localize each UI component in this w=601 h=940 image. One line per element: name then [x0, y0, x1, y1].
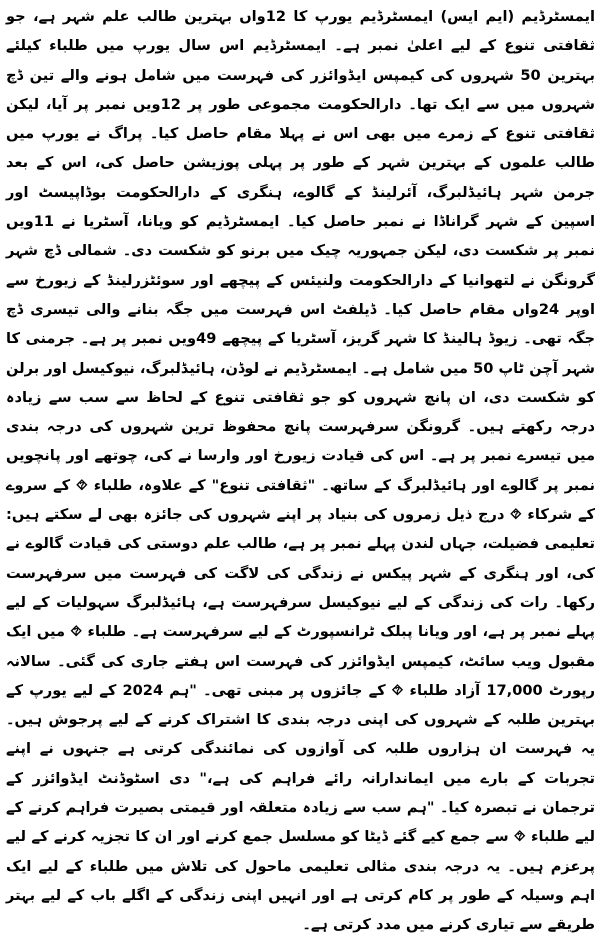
article-paragraph: ایمسٹرڈیم (ایم ایس) ایمسٹرڈیم یورپ کا 12واں بہترین طالب علم شہر ہے، جو ثقافتی تنوع کے لیے اعلیٰ نمبر ہے۔ ایمسٹرڈیم اس سال یورپ میں طلباء کیلئے بہترین 50 شہروں کی کیمپس ایڈوائزر کی فہرست میں شامل ہونے والے تین ڈچ شہروں میں سے ایک تھا۔ دارالحکومت مجموعی طور پر 12ویں نمبر پر آیا، لیکن ثقافتی تنوع کے زمرے میں بھی اس نے پہلا مقام حاصل کیا۔ پراگ نے یورپ میں طالب علموں کے بہترین شہر کے طور پر پہلی پوزیشن حاصل کی، اس کے بعد جرمن شہر ہائیڈلبرگ، آئرلینڈ کے گالوے، ہنگری کے دارالحکومت بوڈاپیسٹ اور اسپین کے شہر گراناڈا نے نمبر حاصل کیا۔ ایمسٹرڈیم کو ویانا، آسٹریا نے 11ویں نمبر پر شکست دی، لیکن جمہوریہ چیک میں برنو کو شکست دی۔ شمالی ڈچ شہر گرونگن نے لتھوانیا کے دارالحکومت ولنیئس کے پیچھے اور سوئٹزرلینڈ کے زیورخ سے اوپر 24واں مقام حاصل کیا۔ ڈیلفٹ اس فہرست میں جگہ بنانے والی تیسری ڈچ جگہ تھی۔ زیوڈ ہالینڈ کا شہر گریز، آسٹریا کے پیچھے 49ویں نمبر پر ہے۔ جرمنی کا شہر آچن ٹاپ 50 میں شامل ہے۔ ایمسٹرڈیم نے لوڈن، ہائیڈلبرگ، نیوکیسل اور برلن کو شکست دی، ان پانچ شہروں کو جو ثقافتی تنوع کے لحاظ سے سب سے زیادہ درجہ رکھتے ہیں۔ گرونگن سرفہرست پانچ محفوظ ترین شہروں کی درجہ بندی میں تیسرے نمبر پر ہے۔ اس کی قیادت زیورخ اور وارسا نے کی، چوتھے اور پانچویں نمبر پر گالوے اور ہائیڈلبرگ کے ساتھ۔ "ثقافتی تنوع" کے علاوہ، طلباء ⯑ کے سروے کے شرکاء ⯑ درج ذیل زمروں کی بنیاد پر اپنے شہروں کی جائزہ بھی لے سکتے ہیں: تعلیمی فضیلت، جہاں لندن پہلے نمبر پر ہے، طالب علم دوستی کی قیادت گالوے نے کی، اور ہنگری کے شہر پیکس نے زندگی کی لاگت کی فہرست میں سرفہرست رکھا۔ رات کی زندگی کے لیے نیوکیسل سرفہرست ہے، ہائیڈلبرگ سہولیات کے لیے پہلے نمبر پر ہے، اور ویانا پبلک ٹرانسپورٹ کے لیے سرفہرست ہے۔ طلباء ⯑ میں ایک مقبول ویب سائٹ، کیمپس ایڈوائزر کی فہرست اس ہفتے جاری کی گئی۔ سالانہ رپورٹ 17,000 آزاد طلباء ⯑ کے جائزوں پر مبنی تھی۔ "ہم 2024 کے لیے یورپ کے بہترین طلبہ کے شہروں کی اپنی درجہ بندی کا اشتراک کرنے کے لیے پرجوش ہیں۔ یہ فہرست ان ہزاروں طلبہ کی آوازوں کی نمائندگی کرتی ہے جنہوں نے اپنے تجربات کے بارے میں ایماندارانہ رائے فراہم کی ہے،" دی اسٹوڈنٹ ایڈوائزر کے ترجمان نے تبصرہ کیا۔ "ہم سب سے زیادہ متعلقہ اور قیمتی بصیرت فراہم کرنے کے لیے طلباء ⯑ سے جمع کیے گئے ڈیٹا کو مسلسل جمع کرنے اور ان کا تجزیہ کرنے کے لیے پرعزم ہیں۔ یہ درجہ بندی مثالی تعلیمی ماحول کی تلاش میں طلباء کے لیے ایک اہم وسیلہ کے طور پر کام کرتی ہے اور انہیں اپنی زندگی کے اگلے باب کے لیے بہتر طریقے سے تیاری کرنے میں مدد کرتی ہے۔ — [6, 8, 596, 934]
